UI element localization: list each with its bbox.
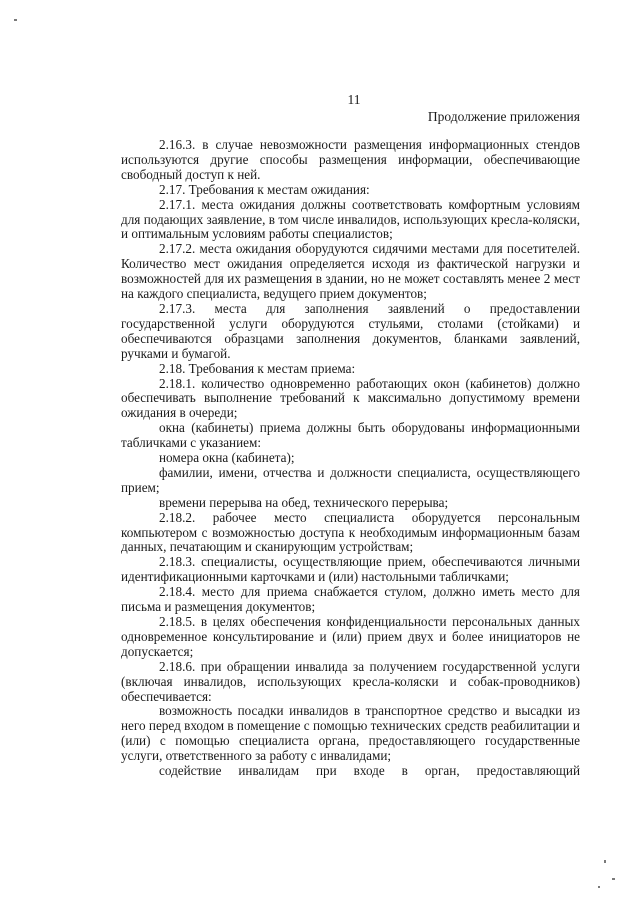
paragraph: 2.18.3. специалисты, осуществляющие прием, обеспечиваются личными идентификационными карточками и (или) настольными табличками; (121, 554, 580, 585)
scan-speck (14, 19, 17, 21)
paragraph: 2.18. Требования к местам приема: (159, 360, 356, 376)
paragraph: времени перерыва на обед, технического перерыва; (159, 494, 449, 510)
paragraph: 2.18.6. при обращении инвалида за получением государственной услуги (включая инвалидов, использующих кресла-коляски и собак-проводников) обеспечивается: (121, 658, 580, 704)
paragraph: 2.18.2. рабочее место специалиста оборудуется персональным компьютером с возможностью доступа к необходимым информационным базам данных, печатающим и сканирующим устройствам; (121, 509, 580, 555)
page-number: 11 (347, 92, 361, 107)
paragraph: 2.17.1. места ожидания должны соответствовать комфортным условиям для подающих заявление, в том числе инвалидов, использующих кресла-коляски, и оптимальным условиям работы специалистов; (121, 196, 580, 242)
paragraph: содействие инвалидам при входе в орган, предоставляющий (159, 763, 580, 779)
paragraph: возможность посадки инвалидов в транспортное средство и высадки из него перед входом в помещение с помощью технических средств реабилитации и (или) с помощью специалиста органа, предоставляющего государственные услуги, ответственного за работу с инвалидами; (121, 703, 580, 764)
paragraph: 2.17. Требования к местам ожидания: (159, 181, 370, 197)
paragraph: фамилии, имени, отчества и должности специалиста, осуществляющего прием; (121, 464, 580, 495)
document-body (121, 138, 580, 779)
paragraph: 2.17.2. места ожидания оборудуются сидячими местами для посетителей. Количество мест ожидания определяется исходя из фактической нагрузки и возможностей для их размещения в здании, но не может составлять менее 2 мест на каждого специалиста, ведущего прием документов; (121, 241, 580, 302)
paragraph: 2.18.1. количество одновременно работающих окон (кабинетов) должно обеспечивать выполнение требований к максимально допустимому времени ожидания в очереди; (121, 375, 580, 421)
paragraph: 2.16.3. в случае невозможности размещения информационных стендов используются другие способы размещения информации, обеспечивающие свободный доступ к ней. (121, 137, 580, 182)
paragraph: 2.17.3. места для заполнения заявлений о предоставлении государственной услуги оборудуются стульями, столами (стойками) и обеспечиваются образцами заполнения документов, бланками заявлений, ручками и бумагой. (121, 300, 580, 361)
scan-speck (604, 860, 606, 863)
scan-speck (598, 886, 600, 888)
paragraph: номера окна (кабинета); (159, 450, 295, 466)
appendix-continuation-note: Продолжение приложения (427, 109, 580, 124)
paragraph: 2.18.4. место для приема снабжается стулом, должно иметь место для письма и размещения документов; (121, 584, 580, 615)
paragraph: 2.18.5. в целях обеспечения конфиденциальности персональных данных одновременное консультирование и (или) прием двух и более инициаторов не допускается; (121, 614, 580, 659)
scan-speck (612, 878, 615, 880)
paragraph: окна (кабинеты) приема должны быть оборудованы информационными табличками с указанием: (121, 420, 580, 451)
